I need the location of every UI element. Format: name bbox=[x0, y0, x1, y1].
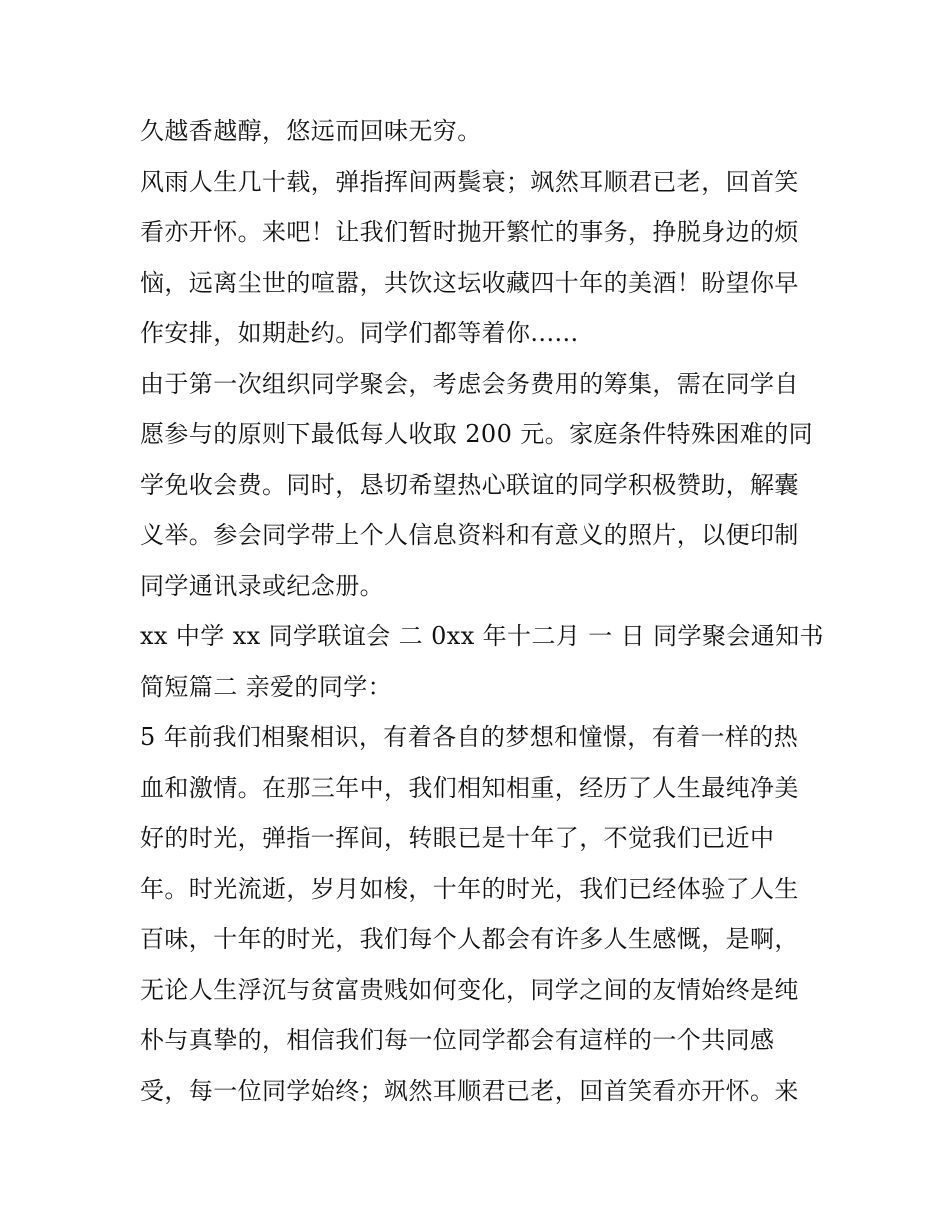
text-line: 血和激情。在那三年中，我们相知相重，经历了人生最纯净美 bbox=[140, 773, 799, 802]
text-line: 同学通讯录或纪念册。 bbox=[140, 571, 384, 600]
text-line: 由于第一次组织同学聚会，考虑会务费用的筹集，需在同学自 bbox=[140, 369, 799, 398]
text-line: 朴与真挚的，相信我们每一位同学都会有這样的一个共同感 bbox=[140, 1026, 775, 1054]
text-line: 无论人生浮沉与贫富贵贱如何变化，同学之间的友情始终是纯 bbox=[140, 975, 799, 1004]
text-line: 愿参与的原则下最低每人收取 200 元。家庭条件特殊困难的同 bbox=[140, 420, 814, 448]
text-line: 年。时光流逝，岁月如梭，十年的时光，我们已经体验了人生 bbox=[140, 874, 799, 903]
text-line: xx 中学 xx 同学联谊会 二 0xx 年十二月 一 日 同学聚会通知书 bbox=[140, 622, 824, 650]
text-line: 恼，远离尘世的喧嚣，共饮这坛收藏四十年的美酒！盼望你早 bbox=[140, 268, 799, 297]
text-line: 好的时光，弹指一挥间，转眼已是十年了，不觉我们已近中 bbox=[140, 824, 775, 852]
text-line: 百味，十年的时光，我们每个人都会有许多人生感慨，是啊， bbox=[140, 925, 799, 953]
text-line: 5 年前我们相聚相识，有着各自的梦想和憧憬，有着一样的热 bbox=[140, 723, 799, 751]
text-line: 久越香越醇，悠远而回味无穷。 bbox=[140, 117, 482, 145]
text-line: 看亦开怀。来吧！让我们暂时抛开繁忙的事务，挣脱身边的烦 bbox=[140, 218, 799, 246]
text-line: 作安排，如期赴约。同学们都等着你...... bbox=[140, 319, 579, 347]
text-line: 义举。参会同学带上个人信息资料和有意义的照片，以便印制 bbox=[140, 521, 799, 549]
text-line: 简短篇二 亲爱的同学： bbox=[140, 672, 393, 701]
document-body bbox=[140, 106, 830, 1116]
text-line: 学免收会费。同时，恳切希望热心联谊的同学积极赞助，解囊 bbox=[140, 470, 799, 499]
text-line: 风雨人生几十载，弹指挥间两鬓衰；飒然耳顺君已老，回首笑 bbox=[140, 167, 799, 196]
text-line: 受，每一位同学始终；飒然耳顺君已老，回首笑看亦开怀。来 bbox=[140, 1076, 799, 1105]
